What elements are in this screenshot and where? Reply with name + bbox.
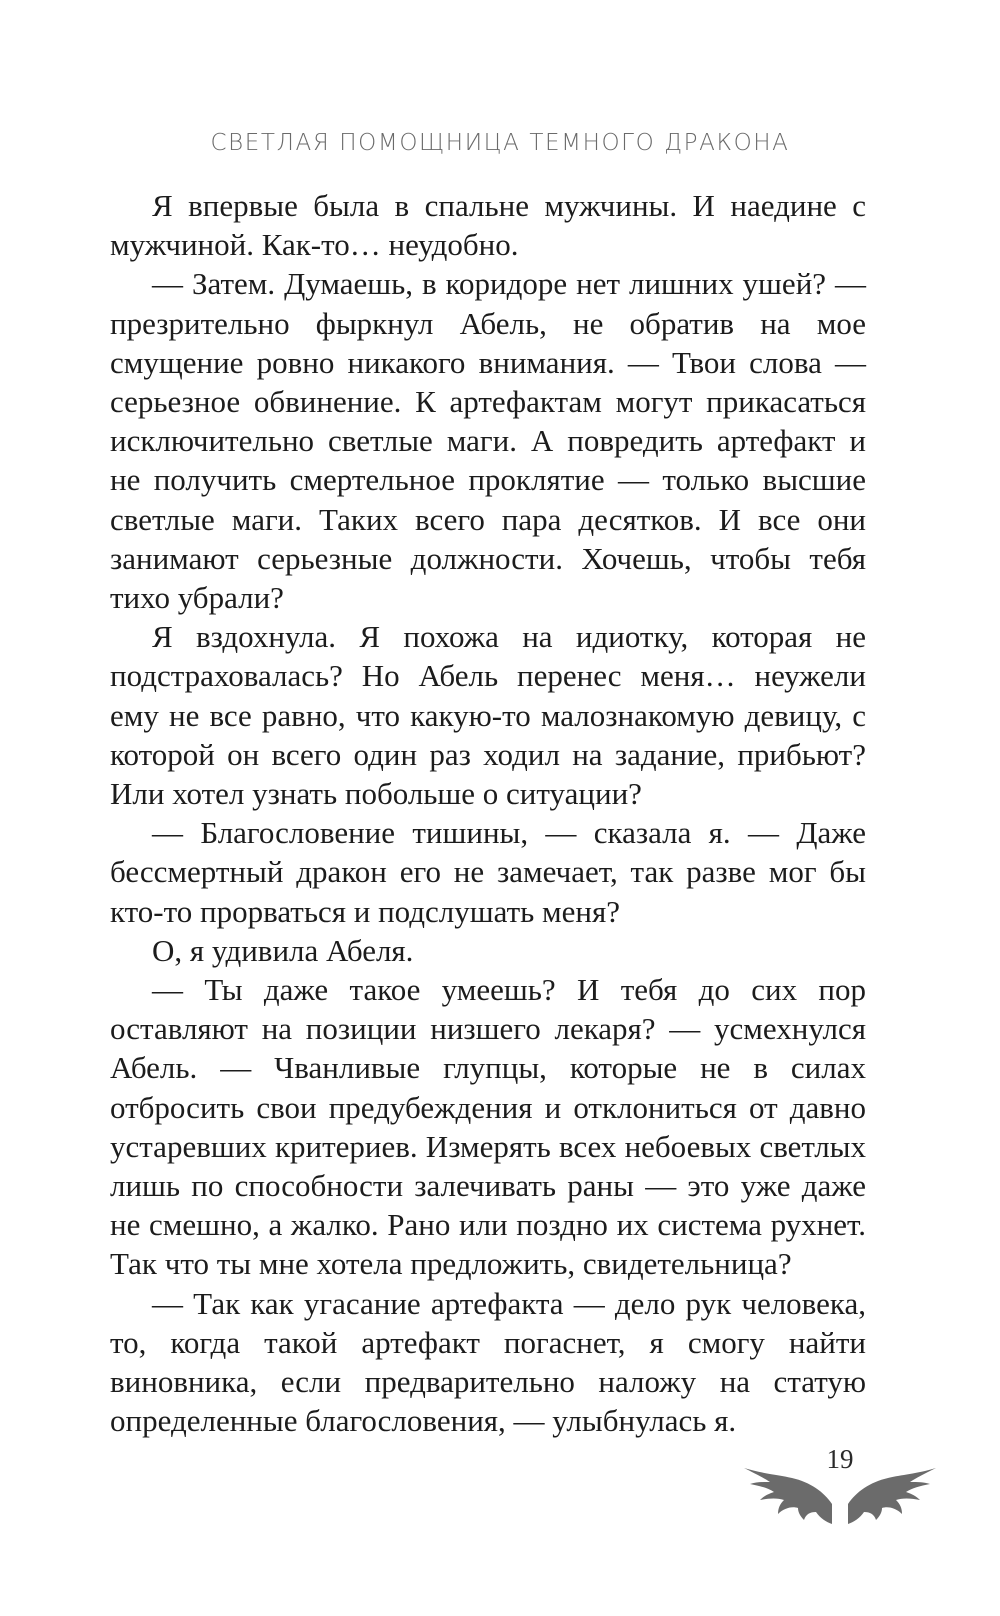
- bat-wings-icon: [740, 1452, 940, 1532]
- page-number: 19: [826, 1444, 854, 1474]
- paragraph: — Затем. Думаешь, в коридоре нет лишних ушей? — презрительно фыркнул Абель, не обратив на мое смущение ровно никакого внимания. — Твои слова — серьезное обвинение. К артефактам могут прикасаться исключительно светлые маги. А повредить артефакт и не получить смертельное проклятие — только высшие светлые маги. Таких всего пара десятков. И все они занимают серьезные должности. Хочешь, чтобы тебя тихо убрали?: [110, 266, 866, 616]
- paragraph: — Ты даже такое умеешь? И тебя до сих пор оставляют на позиции низшего лекаря? — усмехнулся Абель. — Чванливые глупцы, которые не в силах отбросить свои предубеждения и отклониться от давно устаревших критериев. Измерять всех небоевых светлых лишь по способности залечивать раны — это уже даже не смешно, а жалко. Рано или поздно их система рухнет. Так что ты мне хотела предложить, свидетельница?: [110, 972, 866, 1282]
- running-head-title: СВЕТЛАЯ ПОМОЩНИЦА ТЕМНОГО ДРАКОНА: [210, 130, 790, 156]
- left-wing-shape: [744, 1468, 832, 1524]
- paragraph: — Так как угасание артефакта — дело рук человека, то, когда такой артефакт погаснет, я смогу найти виновника, если предварительно наложу на статую определенные благословения, — улыбнулась я.: [110, 1285, 866, 1439]
- body-text: [110, 186, 866, 1441]
- right-wing-shape: [848, 1468, 936, 1524]
- paragraph: — Благословение тишины, — сказала я. — Даже бессмертный дракон его не замечает, так разве мог бы кто-то прорваться и подслушать меня?: [110, 815, 866, 929]
- paragraph: Я вздохнула. Я похожа на идиотку, которая не подстраховалась? Но Абель перенес меня… неужели ему не все равно, что какую-то малознакомую девицу, с которой он всего один раз ходил на задание, прибьют? Или хотел узнать побольше о ситуации?: [110, 619, 866, 812]
- paragraph: Я впервые была в спальне мужчины. И наедине с мужчиной. Как-то… неудобно.: [110, 188, 866, 263]
- paragraph: О, я удивила Абеля.: [152, 932, 414, 968]
